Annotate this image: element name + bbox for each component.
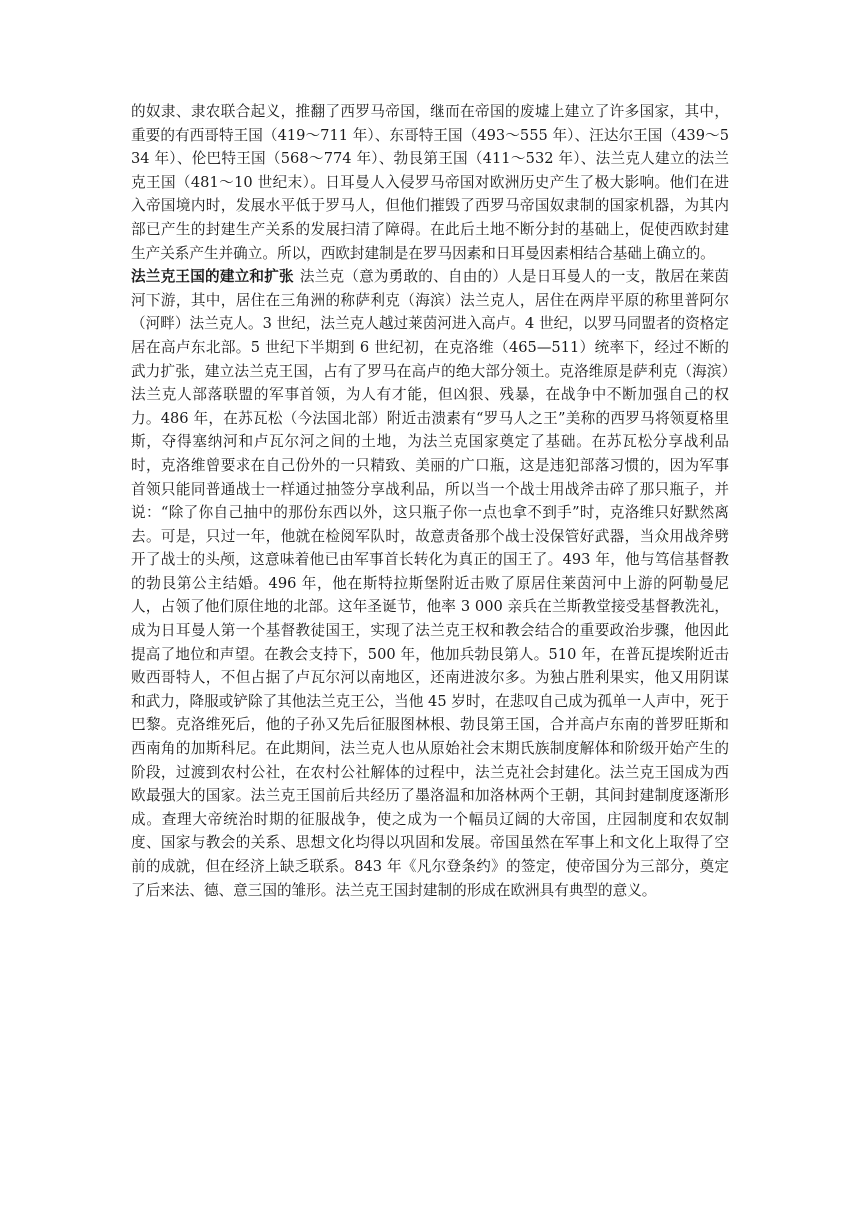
document-page [131, 100, 729, 902]
section-heading: 法兰克王国的建立和扩张 [131, 268, 294, 286]
paragraph-1: 的奴隶、隶农联合起义，推翻了西罗马帝国，继而在帝国的废墟上建立了许多国家，其中，重要的有西哥特王国（419～711 年）、东哥特王国（493～555 年）、汪达尔王国（439～534 年）、伦巴特王国（568～774 年）、勃艮第王国（411～532 年）、法兰克人建立的法兰克王国（481～10 世纪末）。日耳曼人入侵罗马帝国对欧洲历史产生了极大影响。他们在进入帝国境内时，发展水平低于罗马人，但他们摧毁了西罗马帝国奴隶制的国家机器，为其内部已产生的封建生产关系的发展扫清了障碍。在此后土地不断分封的基础上，促使西欧封建生产关系产生并确立。所以，西欧封建制是在罗马因素和日耳曼因素相结合基础上确立的。 [131, 103, 729, 262]
paragraph-2-body: 法兰克（意为勇敢的、自由的）人是日耳曼人的一支，散居在莱茵河下游，其中，居住在三角洲的称萨利克（海滨）法兰克人，居住在两岸平原的称里普阿尔（河畔）法兰克人。3 世纪，法兰克人越过莱茵河进入高卢。4 世纪，以罗马同盟者的资格定居在高卢东北部。5 世纪下半期到 6 世纪初，在克洛维（465—511）统率下，经过不断的武力扩张，建立法兰克王国，占有了罗马在高卢的绝大部分领土。克洛维原是萨利克（海滨）法兰克人部落联盟的军事首领，为人有才能，但凶狠、残暴，在战争中不断加强自己的权力。486 年，在苏瓦松（今法国北部）附近击溃素有“罗马人之王”美称的西罗马将领夏格里斯，夺得塞纳河和卢瓦尔河之间的土地，为法兰克国家奠定了基础。在苏瓦松分享战利品时，克洛维曾要求在自己份外的一只精致、美丽的广口瓶，这是违犯部落习惯的，因为军事首领只能同普通战士一样通过抽签分享战利品，所以当一个战士用战斧击碎了那只瓶子，并说：“除了你自己抽中的那份东西以外，这只瓶子你一点也拿不到手”时，克洛维只好默然离去。可是，只过一年，他就在检阅军队时，故意责备那个战士没保管好武器，当众用战斧劈开了战士的头颅，这意味着他已由军事首长转化为真正的国王了。493 年，他与笃信基督教的勃艮第公主结婚。496 年，他在斯特拉斯堡附近击败了原居住莱茵河中上游的阿勒曼尼人，占领了他们原住地的北部。这年圣诞节，他率 3 000 亲兵在兰斯教堂接受基督教洗礼，成为日耳曼人第一个基督教徒国王，实现了法兰克王权和教会结合的重要政治步骤，他因此提高了地位和声望。在教会支持下，500 年，他加兵勃艮第人。510 年，在普瓦提埃附近击败西哥特人，不但占据了卢瓦尔河以南地区，还南进波尔多。为独占胜利果实，他又用阴谋和武力，降服或铲除了其他法兰克王公，当他 45 岁时，在悲叹自己成为孤单一人声中，死于巴黎。克洛维死后，他的子孙又先后征服图林根、勃艮第王国，合并高卢东南的普罗旺斯和西南角的加斯科尼。在此期间，法兰克人也从原始社会末期氏族制度解体和阶级开始产生的阶段，过渡到农村公社，在农村公社解体的过程中，法兰克社会封建化。法兰克王国成为西欧最强大的国家。法兰克王国前后共经历了墨洛温和加洛林两个王朝，其间封建制度逐渐形成。查理大帝统治时期的征服战争，使之成为一个幅员辽阔的大帝国，庄园制度和农奴制度、国家与教会的关系、思想文化均得以巩固和发展。帝国虽然在军事上和文化上取得了空前的成就，但在经济上缺乏联系。843 年《凡尔登条约》的签定，使帝国分为三部分，奠定了后来法、德、意三国的雏形。法兰克王国封建制的形成在欧洲具有典型的意义。 [131, 268, 729, 899]
paragraph-2 [131, 265, 729, 902]
